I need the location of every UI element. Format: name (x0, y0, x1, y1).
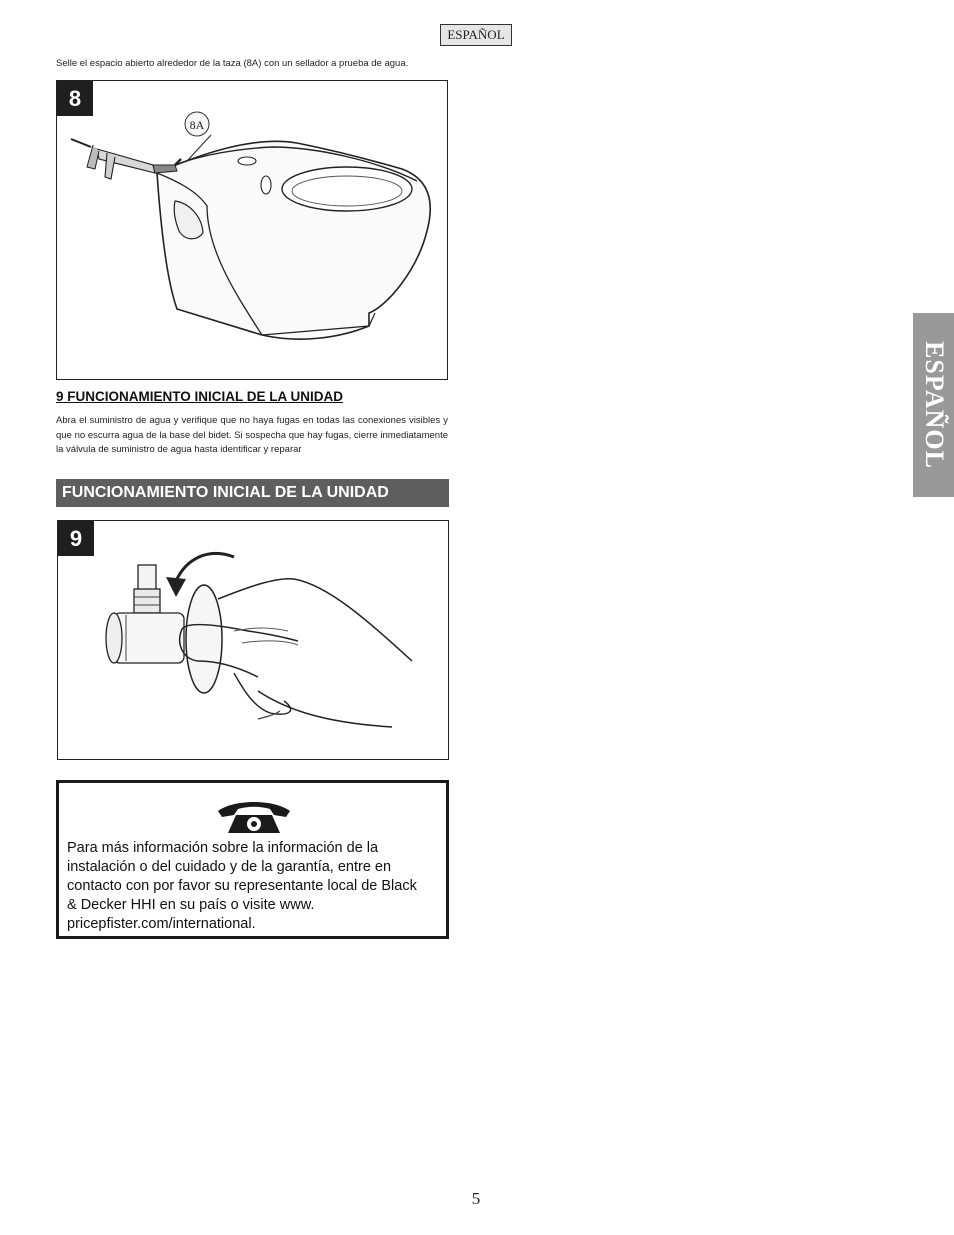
step9-number: 9 (58, 521, 94, 556)
section-banner: FUNCIONAMIENTO INICIAL DE LA UNIDAD (56, 479, 449, 507)
valve-turning-illustration (58, 521, 448, 759)
step8-number: 8 (57, 81, 93, 116)
overflow-hole (261, 176, 271, 194)
page-number: 5 (471, 1189, 481, 1208)
contact-info-box (56, 780, 449, 939)
valve-handle-icon (186, 585, 222, 693)
section9-body: Abra el suministro de agua y verifique que no haya fugas en todas las conexiones visibles y que no escurra agua de la base del bidet. Si sospecha que hay fugas, cierre inmediatamente la válvula de suministro de agua hasta identificar y reparar (56, 415, 448, 455)
step9-figure (57, 520, 449, 760)
language-side-tab (913, 313, 954, 497)
faucet-hole (238, 157, 256, 165)
side-tab-label: ESPAÑOL (919, 341, 949, 469)
callout-8a-label: 8A (189, 118, 205, 132)
language-badge: ESPAÑOL (440, 24, 512, 46)
bidet-sealing-illustration (57, 81, 447, 379)
bowl-opening (282, 167, 412, 211)
step8-instruction: Selle el espacio abierto alrededor de la taza (8A) con un sellador a prueba de agua. (56, 58, 409, 69)
bidet-body (157, 141, 430, 339)
contact-info-text: Para más información sobre la información de la instalación o del cuidado y de la garantía, entre en contacto con por favor su representante local de Black & Decker HHI en su país o visite www. pricepfister.com/international. (67, 840, 417, 932)
step8-figure (56, 80, 448, 380)
telephone-icon (214, 799, 294, 835)
section9-heading: 9 FUNCIONAMIENTO INICIAL DE LA UNIDAD (56, 389, 344, 404)
